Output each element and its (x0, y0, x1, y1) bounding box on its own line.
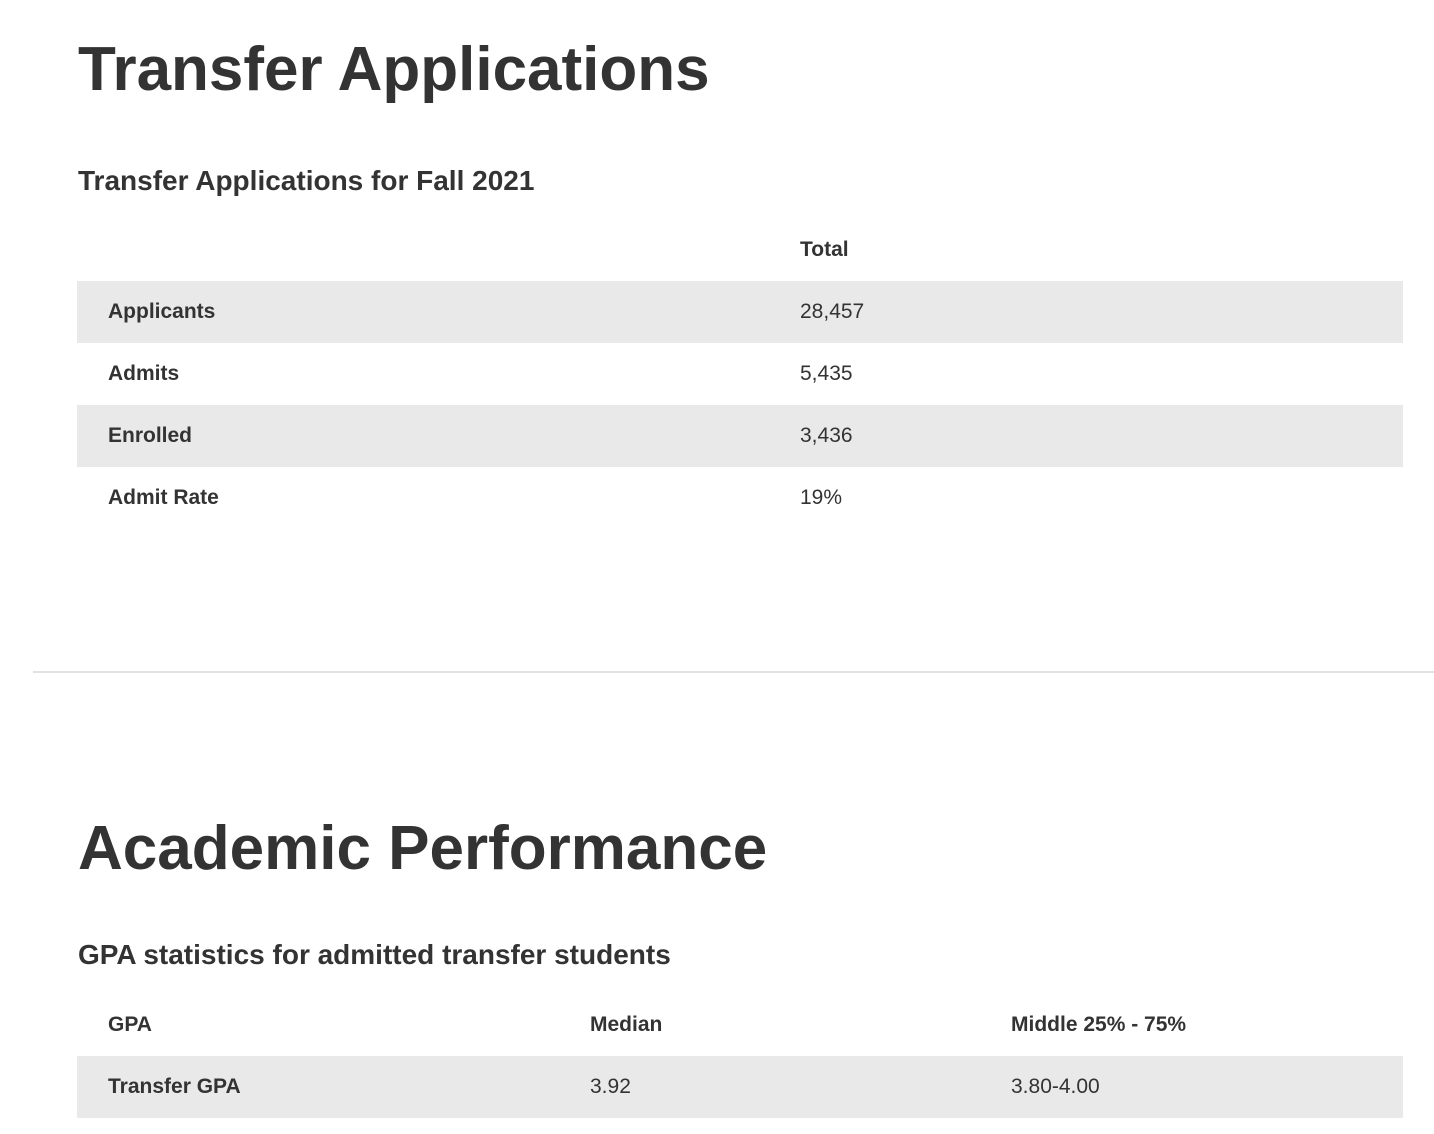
row-label: Admit Rate (108, 486, 219, 509)
transfer-applications-table (77, 219, 1403, 529)
row-value: 5,435 (800, 362, 853, 385)
row-label: Transfer GPA (108, 1075, 241, 1098)
column-header-empty (77, 219, 800, 281)
row-value-median: 3.92 (590, 1075, 631, 1098)
table-row-enrolled (77, 405, 1403, 467)
column-header-median: Median (590, 1013, 663, 1036)
table-row-admits (77, 343, 1403, 405)
row-value: 28,457 (800, 300, 865, 323)
section-academic-performance (0, 813, 1434, 1118)
column-header-gpa: GPA (108, 1013, 152, 1036)
table-row-transfer-gpa (77, 1056, 1403, 1118)
transfer-applications-subtitle: Transfer Applications for Fall 2021 (78, 165, 535, 196)
section-transfer-applications (0, 34, 1434, 529)
table-row-admit-rate (77, 467, 1403, 529)
gpa-statistics-table (77, 994, 1403, 1118)
page-title: Transfer Applications (78, 35, 710, 104)
column-header-middle-range: Middle 25% - 75% (1011, 1013, 1187, 1036)
academic-performance-title: Academic Performance (78, 814, 768, 883)
table-header-row (77, 219, 1403, 281)
section-divider (33, 671, 1434, 673)
gpa-statistics-subtitle: GPA statistics for admitted transfer students (78, 939, 671, 970)
table-row-applicants (77, 281, 1403, 343)
column-header-total: Total (800, 238, 849, 261)
row-label: Applicants (108, 300, 216, 323)
row-value-middle-range: 3.80-4.00 (1011, 1075, 1100, 1098)
row-value: 19% (800, 486, 843, 509)
row-label: Enrolled (108, 424, 193, 447)
row-value: 3,436 (800, 424, 853, 447)
row-label: Admits (108, 362, 180, 385)
table-header-row (77, 994, 1403, 1056)
